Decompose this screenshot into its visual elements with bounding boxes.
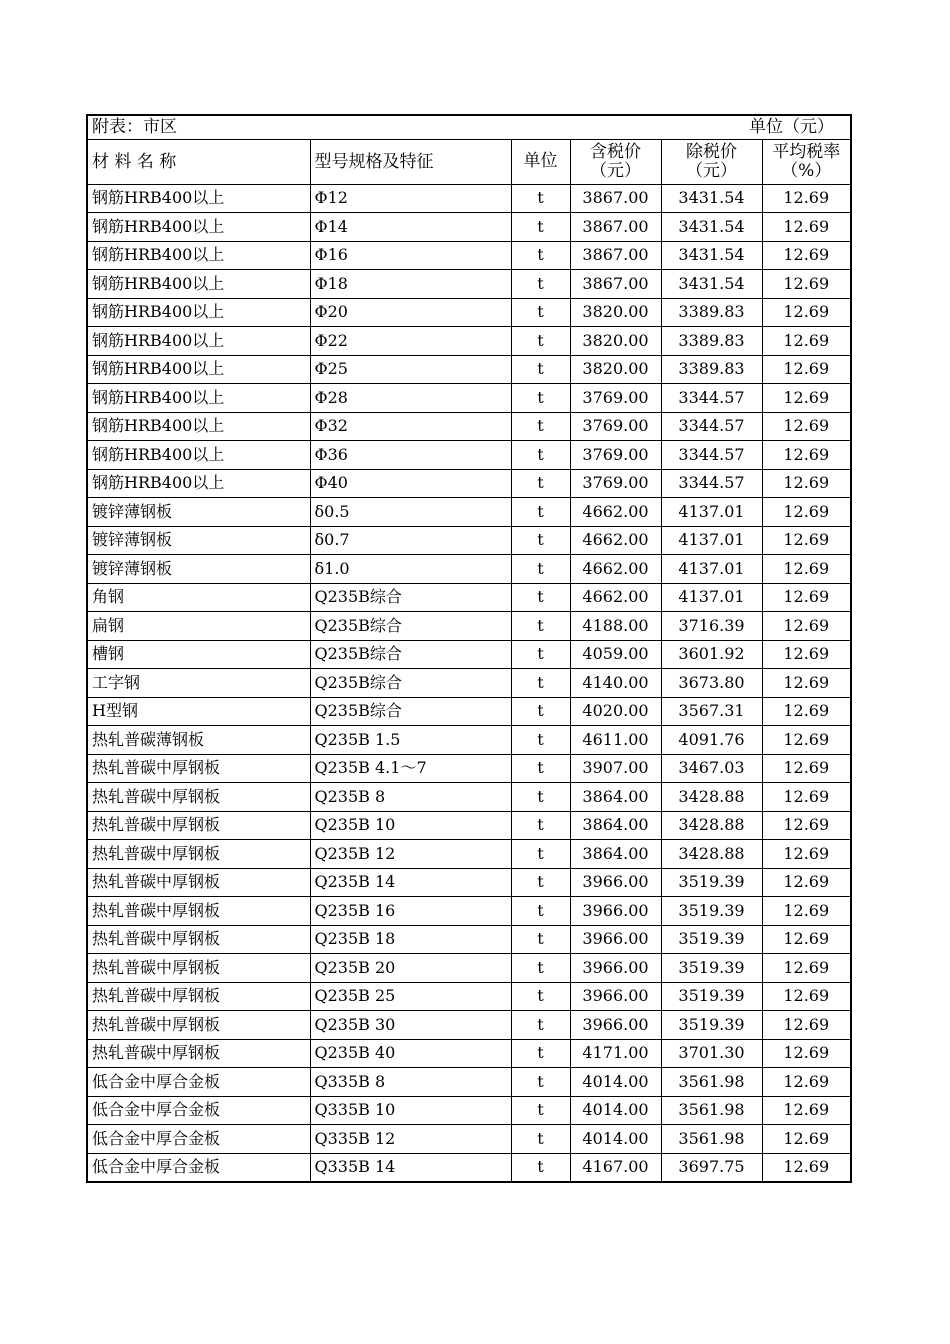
table-row — [87, 783, 851, 812]
cell-unit: t — [511, 526, 570, 555]
header-name-label: 材 料 名 称 — [92, 151, 177, 172]
cell-unit: t — [511, 213, 570, 242]
cell-price-inc: 4059.00 — [570, 640, 661, 669]
cell-price-inc: 3820.00 — [570, 327, 661, 356]
cell-name: 钢筋HRB400以上 — [87, 327, 310, 356]
cell-unit: t — [511, 1068, 570, 1097]
cell-price-inc: 4140.00 — [570, 669, 661, 698]
cell-price-inc: 3769.00 — [570, 384, 661, 413]
cell-unit: t — [511, 184, 570, 213]
table-row — [87, 1153, 851, 1182]
cell-spec: Q235B 25 — [310, 982, 511, 1011]
cell-rate: 12.69 — [762, 213, 851, 242]
cell-price-exc: 4137.01 — [661, 583, 762, 612]
table-row — [87, 1039, 851, 1068]
cell-price-exc: 3519.39 — [661, 954, 762, 983]
cell-name: 热轧普碳中厚钢板 — [87, 954, 310, 983]
cell-unit: t — [511, 925, 570, 954]
cell-rate: 12.69 — [762, 1153, 851, 1182]
cell-unit: t — [511, 441, 570, 470]
table-row — [87, 1125, 851, 1154]
cell-price-exc: 3567.31 — [661, 697, 762, 726]
table-row — [87, 441, 851, 470]
cell-price-inc: 3867.00 — [570, 184, 661, 213]
cell-unit: t — [511, 726, 570, 755]
table-row — [87, 697, 851, 726]
cell-name: 钢筋HRB400以上 — [87, 441, 310, 470]
cell-price-inc: 3769.00 — [570, 412, 661, 441]
cell-name: 镀锌薄钢板 — [87, 555, 310, 584]
cell-price-inc: 3864.00 — [570, 811, 661, 840]
header-price-inc-line1: 含税价 — [590, 141, 641, 162]
cell-rate: 12.69 — [762, 840, 851, 869]
cell-price-inc: 3966.00 — [570, 1011, 661, 1040]
header-unit — [511, 139, 570, 184]
cell-price-exc: 3519.39 — [661, 897, 762, 926]
cell-price-exc: 3561.98 — [661, 1125, 762, 1154]
cell-rate: 12.69 — [762, 640, 851, 669]
cell-name: 低合金中厚合金板 — [87, 1068, 310, 1097]
header-price-exc-line2: （元） — [686, 160, 737, 181]
cell-rate: 12.69 — [762, 811, 851, 840]
table-row — [87, 612, 851, 641]
cell-rate: 12.69 — [762, 469, 851, 498]
cell-price-inc: 3769.00 — [570, 469, 661, 498]
cell-price-exc: 3716.39 — [661, 612, 762, 641]
cell-unit: t — [511, 469, 570, 498]
table-row — [87, 925, 851, 954]
header-row — [87, 139, 851, 184]
cell-unit: t — [511, 498, 570, 527]
table-row — [87, 355, 851, 384]
table-row — [87, 327, 851, 356]
cell-name: 热轧普碳中厚钢板 — [87, 897, 310, 926]
cell-price-inc: 3864.00 — [570, 783, 661, 812]
header-price-inc — [570, 139, 661, 184]
table-row — [87, 384, 851, 413]
cell-spec: Φ12 — [310, 184, 511, 213]
cell-spec: Q235B综合 — [310, 612, 511, 641]
cell-name: 热轧普碳中厚钢板 — [87, 1011, 310, 1040]
cell-name: 热轧普碳中厚钢板 — [87, 840, 310, 869]
price-table-body — [87, 115, 851, 1182]
cell-rate: 12.69 — [762, 982, 851, 1011]
header-unit-label: 单位 — [523, 151, 558, 171]
cell-spec: Q235B 30 — [310, 1011, 511, 1040]
cell-rate: 12.69 — [762, 954, 851, 983]
cell-price-inc: 3867.00 — [570, 213, 661, 242]
cell-price-exc: 3519.39 — [661, 925, 762, 954]
cell-spec: δ1.0 — [310, 555, 511, 584]
cell-name: 低合金中厚合金板 — [87, 1153, 310, 1182]
cell-spec: Φ22 — [310, 327, 511, 356]
cell-unit: t — [511, 241, 570, 270]
cell-name: 低合金中厚合金板 — [87, 1125, 310, 1154]
cell-unit: t — [511, 640, 570, 669]
cell-unit: t — [511, 1153, 570, 1182]
cell-rate: 12.69 — [762, 783, 851, 812]
cell-spec: Q235B 40 — [310, 1039, 511, 1068]
cell-spec: Q235B 20 — [310, 954, 511, 983]
cell-price-inc: 3966.00 — [570, 982, 661, 1011]
table-row — [87, 897, 851, 926]
cell-rate: 12.69 — [762, 355, 851, 384]
cell-rate: 12.69 — [762, 298, 851, 327]
cell-rate: 12.69 — [762, 612, 851, 641]
cell-name: 扁钢 — [87, 612, 310, 641]
cell-name: 工字钢 — [87, 669, 310, 698]
cell-price-exc: 3428.88 — [661, 811, 762, 840]
cell-spec: Q235B 18 — [310, 925, 511, 954]
cell-price-exc: 4137.01 — [661, 498, 762, 527]
cell-name: 角钢 — [87, 583, 310, 612]
cell-rate: 12.69 — [762, 526, 851, 555]
table-row — [87, 498, 851, 527]
cell-price-exc: 3519.39 — [661, 1011, 762, 1040]
cell-rate: 12.69 — [762, 412, 851, 441]
cell-price-inc: 3820.00 — [570, 298, 661, 327]
cell-spec: Q335B 12 — [310, 1125, 511, 1154]
cell-rate: 12.69 — [762, 1011, 851, 1040]
cell-price-exc: 3344.57 — [661, 441, 762, 470]
table-row — [87, 982, 851, 1011]
cell-rate: 12.69 — [762, 1068, 851, 1097]
cell-rate: 12.69 — [762, 583, 851, 612]
table-row — [87, 526, 851, 555]
cell-price-exc: 3601.92 — [661, 640, 762, 669]
cell-spec: δ0.5 — [310, 498, 511, 527]
header-spec — [310, 139, 511, 184]
cell-price-inc: 4188.00 — [570, 612, 661, 641]
cell-spec: Φ14 — [310, 213, 511, 242]
cell-unit: t — [511, 1096, 570, 1125]
table-row — [87, 1068, 851, 1097]
cell-price-inc: 3966.00 — [570, 868, 661, 897]
cell-spec: Φ16 — [310, 241, 511, 270]
caption-row — [87, 115, 851, 139]
table-row — [87, 868, 851, 897]
cell-unit: t — [511, 327, 570, 356]
cell-price-inc: 3907.00 — [570, 754, 661, 783]
cell-unit: t — [511, 982, 570, 1011]
cell-spec: Q235B 12 — [310, 840, 511, 869]
table-row — [87, 669, 851, 698]
cell-price-exc: 3428.88 — [661, 783, 762, 812]
table-row — [87, 1096, 851, 1125]
cell-price-exc: 3389.83 — [661, 355, 762, 384]
cell-name: 钢筋HRB400以上 — [87, 270, 310, 299]
cell-unit: t — [511, 811, 570, 840]
cell-name: 镀锌薄钢板 — [87, 526, 310, 555]
cell-spec: Q235B综合 — [310, 697, 511, 726]
table-row — [87, 241, 851, 270]
cell-price-exc: 3431.54 — [661, 184, 762, 213]
cell-unit: t — [511, 412, 570, 441]
cell-name: 热轧普碳中厚钢板 — [87, 783, 310, 812]
cell-price-inc: 3867.00 — [570, 241, 661, 270]
cell-rate: 12.69 — [762, 441, 851, 470]
table-row — [87, 184, 851, 213]
cell-unit: t — [511, 783, 570, 812]
cell-name: 热轧普碳中厚钢板 — [87, 982, 310, 1011]
cell-rate: 12.69 — [762, 555, 851, 584]
cell-unit: t — [511, 555, 570, 584]
table-row — [87, 1011, 851, 1040]
caption-cell — [87, 115, 851, 139]
cell-spec: Q235B 4.1～7 — [310, 754, 511, 783]
cell-price-inc: 4167.00 — [570, 1153, 661, 1182]
cell-name: 钢筋HRB400以上 — [87, 213, 310, 242]
cell-price-exc: 3428.88 — [661, 840, 762, 869]
cell-unit: t — [511, 754, 570, 783]
cell-price-inc: 4662.00 — [570, 498, 661, 527]
cell-spec: Φ28 — [310, 384, 511, 413]
cell-spec: Φ20 — [310, 298, 511, 327]
cell-price-exc: 3519.39 — [661, 982, 762, 1011]
cell-price-inc: 4611.00 — [570, 726, 661, 755]
cell-rate: 12.69 — [762, 669, 851, 698]
cell-spec: Φ25 — [310, 355, 511, 384]
cell-rate: 12.69 — [762, 897, 851, 926]
table-row — [87, 555, 851, 584]
cell-spec: Q235B综合 — [310, 583, 511, 612]
cell-name: 镀锌薄钢板 — [87, 498, 310, 527]
cell-price-exc: 3701.30 — [661, 1039, 762, 1068]
cell-price-exc: 3431.54 — [661, 241, 762, 270]
table-row — [87, 583, 851, 612]
cell-name: 钢筋HRB400以上 — [87, 241, 310, 270]
cell-rate: 12.69 — [762, 1125, 851, 1154]
header-name — [87, 139, 310, 184]
table-row — [87, 270, 851, 299]
cell-unit: t — [511, 298, 570, 327]
cell-price-exc: 3673.80 — [661, 669, 762, 698]
cell-rate: 12.69 — [762, 184, 851, 213]
cell-spec: Q235B综合 — [310, 669, 511, 698]
cell-spec: Φ32 — [310, 412, 511, 441]
cell-spec: Q235B 1.5 — [310, 726, 511, 755]
cell-unit: t — [511, 840, 570, 869]
cell-price-inc: 4014.00 — [570, 1068, 661, 1097]
header-price-inc-line2: （元） — [590, 160, 641, 181]
cell-rate: 12.69 — [762, 726, 851, 755]
cell-spec: Φ18 — [310, 270, 511, 299]
table-row — [87, 954, 851, 983]
cell-spec: Q335B 8 — [310, 1068, 511, 1097]
cell-price-exc: 3431.54 — [661, 270, 762, 299]
header-rate — [762, 139, 851, 184]
cell-spec: Q235B综合 — [310, 640, 511, 669]
cell-price-inc: 3966.00 — [570, 897, 661, 926]
cell-price-inc: 4014.00 — [570, 1125, 661, 1154]
cell-name: 钢筋HRB400以上 — [87, 469, 310, 498]
cell-unit: t — [511, 669, 570, 698]
cell-name: 热轧普碳中厚钢板 — [87, 811, 310, 840]
cell-rate: 12.69 — [762, 1039, 851, 1068]
cell-price-exc: 4137.01 — [661, 526, 762, 555]
cell-name: 槽钢 — [87, 640, 310, 669]
cell-unit: t — [511, 697, 570, 726]
cell-price-exc: 3389.83 — [661, 298, 762, 327]
table-row — [87, 412, 851, 441]
cell-rate: 12.69 — [762, 868, 851, 897]
cell-unit: t — [511, 384, 570, 413]
cell-name: 热轧普碳薄钢板 — [87, 726, 310, 755]
cell-price-exc: 3697.75 — [661, 1153, 762, 1182]
cell-unit: t — [511, 1125, 570, 1154]
cell-spec: Q335B 10 — [310, 1096, 511, 1125]
cell-unit: t — [511, 897, 570, 926]
cell-rate: 12.69 — [762, 384, 851, 413]
cell-name: 钢筋HRB400以上 — [87, 298, 310, 327]
cell-spec: Q235B 14 — [310, 868, 511, 897]
cell-unit: t — [511, 868, 570, 897]
cell-name: 钢筋HRB400以上 — [87, 384, 310, 413]
cell-unit: t — [511, 355, 570, 384]
cell-price-inc: 4020.00 — [570, 697, 661, 726]
cell-price-exc: 3344.57 — [661, 469, 762, 498]
cell-unit: t — [511, 270, 570, 299]
price-table — [86, 114, 852, 1183]
cell-price-exc: 4091.76 — [661, 726, 762, 755]
cell-rate: 12.69 — [762, 498, 851, 527]
cell-spec: Q335B 14 — [310, 1153, 511, 1182]
cell-unit: t — [511, 583, 570, 612]
cell-rate: 12.69 — [762, 925, 851, 954]
cell-name: 热轧普碳中厚钢板 — [87, 868, 310, 897]
cell-price-inc: 4171.00 — [570, 1039, 661, 1068]
cell-unit: t — [511, 1011, 570, 1040]
cell-price-inc: 3966.00 — [570, 954, 661, 983]
cell-name: H型钢 — [87, 697, 310, 726]
cell-price-exc: 3561.98 — [661, 1068, 762, 1097]
cell-unit: t — [511, 612, 570, 641]
cell-price-exc: 3467.03 — [661, 754, 762, 783]
cell-price-exc: 3561.98 — [661, 1096, 762, 1125]
table-row — [87, 840, 851, 869]
cell-name: 热轧普碳中厚钢板 — [87, 754, 310, 783]
table-row — [87, 754, 851, 783]
table-row — [87, 726, 851, 755]
cell-price-inc: 4662.00 — [570, 583, 661, 612]
cell-rate: 12.69 — [762, 754, 851, 783]
cell-price-inc: 3867.00 — [570, 270, 661, 299]
unit-caption: 单位（元） — [749, 117, 834, 138]
cell-price-inc: 4014.00 — [570, 1096, 661, 1125]
header-spec-label: 型号规格及特征 — [314, 151, 434, 172]
cell-unit: t — [511, 1039, 570, 1068]
cell-price-inc: 3864.00 — [570, 840, 661, 869]
cell-price-inc: 4662.00 — [570, 555, 661, 584]
cell-name: 钢筋HRB400以上 — [87, 184, 310, 213]
cell-rate: 12.69 — [762, 1096, 851, 1125]
cell-price-exc: 3519.39 — [661, 868, 762, 897]
cell-name: 低合金中厚合金板 — [87, 1096, 310, 1125]
cell-rate: 12.69 — [762, 270, 851, 299]
cell-name: 热轧普碳中厚钢板 — [87, 925, 310, 954]
table-row — [87, 298, 851, 327]
cell-price-exc: 3389.83 — [661, 327, 762, 356]
header-rate-line1: 平均税率 — [772, 141, 841, 162]
cell-price-inc: 3966.00 — [570, 925, 661, 954]
cell-spec: Q235B 8 — [310, 783, 511, 812]
cell-price-inc: 3820.00 — [570, 355, 661, 384]
table-row — [87, 811, 851, 840]
cell-rate: 12.69 — [762, 241, 851, 270]
cell-rate: 12.69 — [762, 327, 851, 356]
cell-name: 钢筋HRB400以上 — [87, 355, 310, 384]
cell-price-inc: 4662.00 — [570, 526, 661, 555]
table-caption: 附表：市区 — [92, 117, 177, 138]
cell-price-exc: 3431.54 — [661, 213, 762, 242]
header-price-exc-line1: 除税价 — [686, 141, 737, 162]
table-row — [87, 640, 851, 669]
header-price-exc — [661, 139, 762, 184]
cell-spec: Φ40 — [310, 469, 511, 498]
cell-name: 钢筋HRB400以上 — [87, 412, 310, 441]
cell-spec: δ0.7 — [310, 526, 511, 555]
cell-price-exc: 3344.57 — [661, 412, 762, 441]
cell-price-exc: 3344.57 — [661, 384, 762, 413]
cell-spec: Φ36 — [310, 441, 511, 470]
cell-price-inc: 3769.00 — [570, 441, 661, 470]
cell-spec: Q235B 16 — [310, 897, 511, 926]
table-row — [87, 213, 851, 242]
cell-price-exc: 4137.01 — [661, 555, 762, 584]
cell-spec: Q235B 10 — [310, 811, 511, 840]
header-rate-line2: （%） — [781, 160, 832, 181]
cell-name: 热轧普碳中厚钢板 — [87, 1039, 310, 1068]
cell-rate: 12.69 — [762, 697, 851, 726]
table-row — [87, 469, 851, 498]
cell-unit: t — [511, 954, 570, 983]
